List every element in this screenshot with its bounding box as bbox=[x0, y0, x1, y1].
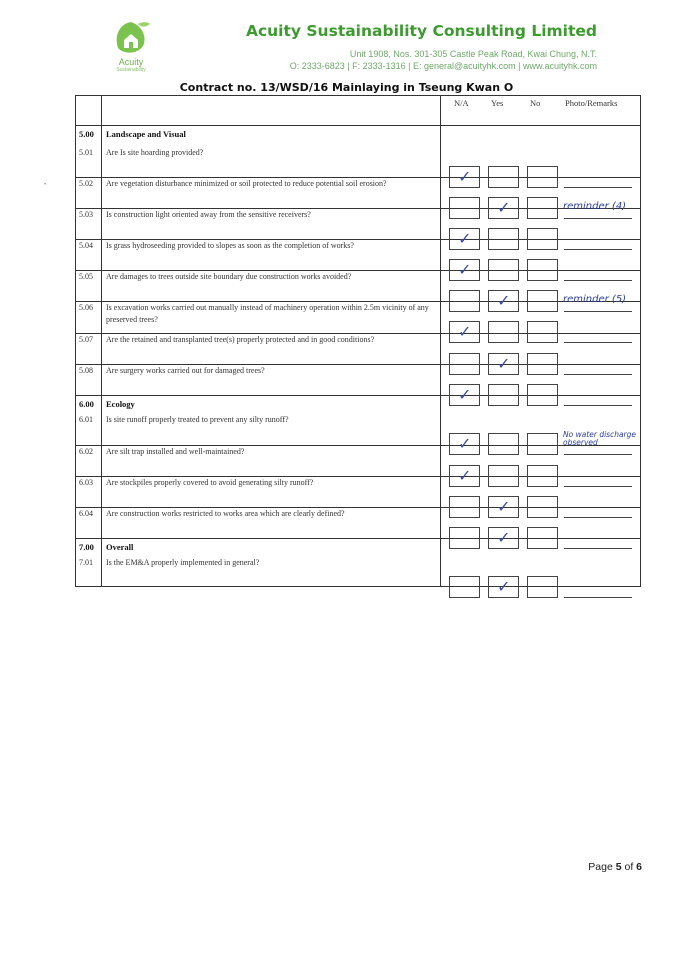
checkbox-no[interactable] bbox=[527, 197, 558, 219]
col-head-na: N/A bbox=[454, 98, 469, 108]
item-number: 5.03 bbox=[79, 210, 93, 219]
remark-line bbox=[564, 486, 632, 487]
remark-line bbox=[564, 597, 632, 598]
handwritten-remark: reminder (4) bbox=[563, 201, 627, 212]
item-number: 7.01 bbox=[79, 558, 93, 567]
section-title: Overall bbox=[106, 542, 134, 552]
remark-line bbox=[564, 454, 632, 455]
col-head-yes: Yes bbox=[491, 98, 504, 108]
item-number: 6.01 bbox=[79, 415, 93, 424]
contract-title: Contract no. 13/WSD/16 Mainlaying in Tseung Kwan O bbox=[179, 81, 514, 94]
section-title: Landscape and Visual bbox=[106, 129, 186, 139]
check-mark-icon: ✓ bbox=[458, 434, 472, 453]
checkbox-yes[interactable] bbox=[488, 353, 519, 375]
page-total: 6 bbox=[636, 861, 642, 873]
checkbox-na[interactable] bbox=[449, 465, 480, 487]
remark-line bbox=[564, 548, 632, 549]
checkbox-yes[interactable] bbox=[488, 259, 519, 281]
item-number: 6.03 bbox=[79, 478, 93, 487]
col-head-no: No bbox=[530, 98, 541, 108]
checkbox-yes[interactable] bbox=[488, 228, 519, 250]
question-text: Is site runoff properly treated to prevent any silty runoff? bbox=[106, 415, 289, 424]
question-text: Is grass hydroseeding provided to slopes as soon as the completion of works? bbox=[106, 241, 354, 250]
company-name: Acuity Sustainability Consulting Limited bbox=[245, 22, 597, 40]
page-of: of bbox=[621, 861, 637, 873]
check-mark-icon: ✓ bbox=[458, 385, 472, 404]
checkbox-na[interactable] bbox=[449, 384, 480, 406]
check-mark-icon: ✓ bbox=[497, 577, 511, 596]
check-mark-icon: ✓ bbox=[458, 466, 472, 485]
checkbox-yes[interactable] bbox=[488, 321, 519, 343]
logo bbox=[96, 18, 166, 80]
item-number: 5.07 bbox=[79, 335, 93, 344]
section-title: Ecology bbox=[106, 399, 135, 409]
page-current: 5 bbox=[615, 861, 622, 873]
checkbox-na[interactable] bbox=[449, 166, 480, 188]
check-mark-icon: ✓ bbox=[497, 198, 511, 217]
checkbox-yes[interactable] bbox=[488, 527, 519, 549]
question-text: Is construction light oriented away from the sensitive receivers? bbox=[106, 210, 311, 219]
question-text: Is the EM&A properly implemented in general? bbox=[106, 558, 260, 567]
check-mark-icon: ✓ bbox=[458, 167, 472, 186]
checkbox-na[interactable] bbox=[449, 496, 480, 518]
item-number: 5.00 bbox=[79, 129, 94, 139]
checkbox-yes[interactable] bbox=[488, 197, 519, 219]
item-number: 5.08 bbox=[79, 366, 93, 375]
check-mark-icon: ✓ bbox=[497, 497, 511, 516]
checkbox-no[interactable] bbox=[527, 384, 558, 406]
remark-line bbox=[564, 280, 632, 281]
checkbox-na[interactable] bbox=[449, 527, 480, 549]
item-number: 5.02 bbox=[79, 179, 93, 188]
checkbox-no[interactable] bbox=[527, 290, 558, 312]
checkbox-yes[interactable] bbox=[488, 384, 519, 406]
item-number: 6.02 bbox=[79, 447, 93, 456]
checkbox-yes[interactable] bbox=[488, 465, 519, 487]
company-address bbox=[290, 48, 597, 72]
checkbox-na[interactable] bbox=[449, 576, 480, 598]
logo-text: Acuity bbox=[118, 57, 144, 67]
page-label: Page bbox=[588, 861, 616, 873]
checkbox-no[interactable] bbox=[527, 321, 558, 343]
check-mark-icon: ✓ bbox=[458, 322, 472, 341]
question-text: Are stockpiles properly covered to avoid generating silty runoff? bbox=[106, 478, 314, 487]
item-number: 5.04 bbox=[79, 241, 93, 250]
checkbox-na[interactable] bbox=[449, 433, 480, 455]
question-text: Are vegetation disturbance minimized or soil protected to reduce potential soil erosion? bbox=[106, 179, 387, 188]
checkbox-no[interactable] bbox=[527, 259, 558, 281]
logo-subtext: Sustainability bbox=[116, 67, 146, 73]
checkbox-no[interactable] bbox=[527, 228, 558, 250]
question-text: Are Is site hoarding provided? bbox=[106, 148, 204, 157]
item-number: 5.01 bbox=[79, 148, 93, 157]
checkbox-na[interactable] bbox=[449, 259, 480, 281]
header-divider bbox=[76, 125, 640, 126]
item-number: 6.04 bbox=[79, 509, 93, 518]
item-number: 5.06 bbox=[79, 303, 93, 312]
question-text: Are construction works restricted to works area which are clearly defined? bbox=[106, 509, 345, 518]
remark-line bbox=[564, 311, 632, 312]
checkbox-yes[interactable] bbox=[488, 166, 519, 188]
checkbox-na[interactable] bbox=[449, 228, 480, 250]
question-text: Are surgery works carried out for damaged trees? bbox=[106, 366, 265, 375]
handwritten-remark: No water discharge observed bbox=[563, 430, 637, 447]
check-mark-icon: ✓ bbox=[497, 291, 511, 310]
address-line-1: Unit 1908, Nos. 301-305 Castle Peak Road, Kwai Chung, N.T. bbox=[349, 49, 597, 59]
item-number: 7.00 bbox=[79, 542, 94, 552]
checkbox-no[interactable] bbox=[527, 496, 558, 518]
question-text: Are silt trap installed and well-maintained? bbox=[106, 447, 245, 456]
checkbox-yes[interactable] bbox=[488, 433, 519, 455]
remark-line bbox=[564, 249, 632, 250]
checkbox-no[interactable] bbox=[527, 527, 558, 549]
checkbox-na[interactable] bbox=[449, 290, 480, 312]
checkbox-na[interactable] bbox=[449, 353, 480, 375]
remark-line bbox=[564, 342, 632, 343]
remark-line bbox=[564, 405, 632, 406]
leaf-house-logo-icon bbox=[109, 18, 153, 58]
checkbox-yes[interactable] bbox=[488, 290, 519, 312]
remark-line bbox=[564, 374, 632, 375]
check-mark-icon: ✓ bbox=[497, 528, 511, 547]
item-number: 6.00 bbox=[79, 399, 94, 409]
checkbox-no[interactable] bbox=[527, 433, 558, 455]
check-mark-icon: ✓ bbox=[497, 354, 511, 373]
question-text: Are the retained and transplanted tree(s) properly protected and in good conditions? bbox=[106, 335, 375, 344]
checklist-table bbox=[75, 95, 641, 596]
checkbox-no[interactable] bbox=[527, 353, 558, 375]
checkbox-yes[interactable] bbox=[488, 496, 519, 518]
col-head-remarks: Photo/Remarks bbox=[565, 98, 618, 108]
col-divider bbox=[440, 96, 441, 586]
col-divider bbox=[101, 96, 102, 586]
remark-line bbox=[564, 187, 632, 188]
checkbox-no[interactable] bbox=[527, 576, 558, 598]
checkbox-yes[interactable] bbox=[488, 576, 519, 598]
page-number bbox=[588, 861, 642, 873]
checkbox-na[interactable] bbox=[449, 197, 480, 219]
margin-mark: • bbox=[44, 182, 47, 188]
remark-line bbox=[564, 517, 632, 518]
remark-line bbox=[564, 218, 632, 219]
check-mark-icon: ✓ bbox=[458, 229, 472, 248]
check-mark-icon: ✓ bbox=[458, 260, 472, 279]
checkbox-no[interactable] bbox=[527, 465, 558, 487]
question-text: Are damages to trees outside site boundary due construction works avoided? bbox=[106, 272, 352, 281]
checkbox-na[interactable] bbox=[449, 321, 480, 343]
handwritten-remark: reminder (5) bbox=[563, 294, 627, 305]
checkbox-no[interactable] bbox=[527, 166, 558, 188]
question-text: Is excavation works carried out manually instead of machinery operation within 2.5m vicinity of any preserved trees? bbox=[106, 303, 429, 324]
address-line-2: O: 2333-6823 | F: 2333-1316 | E: general@acuityhk.com | www.acuityhk.com bbox=[289, 61, 597, 71]
item-number: 5.05 bbox=[79, 272, 93, 281]
